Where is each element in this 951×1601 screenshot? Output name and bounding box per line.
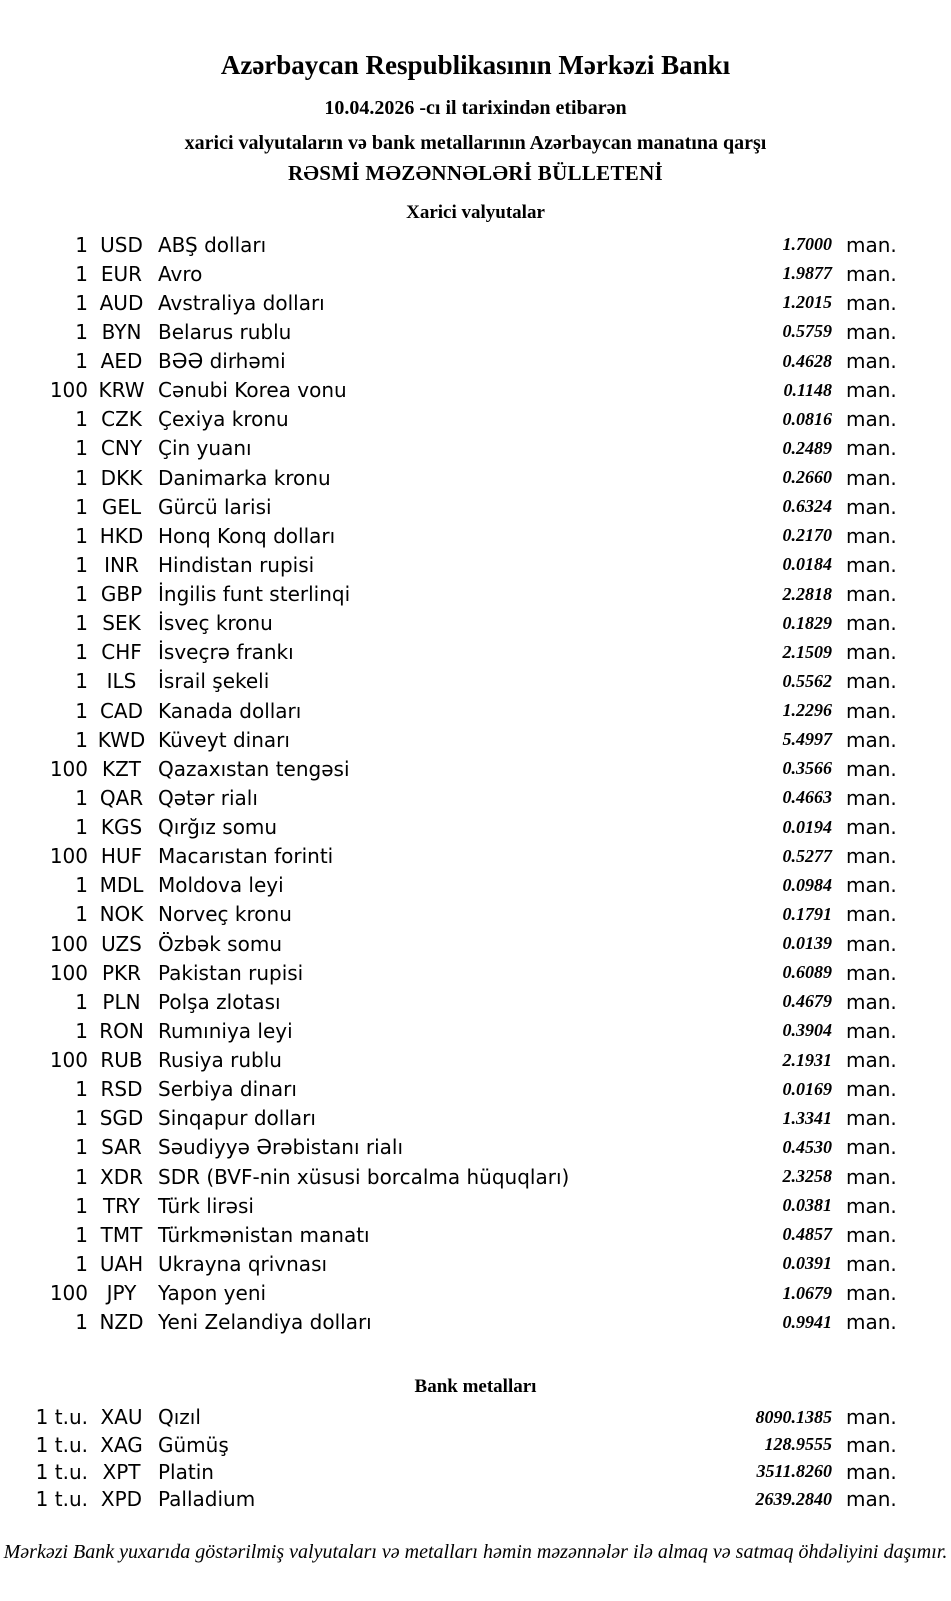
name-cell: Sinqapur dolları [158,1106,316,1131]
unit-cell: man. [846,815,897,840]
code-cell: NZD [99,1310,144,1335]
currency-row [0,609,951,638]
code-cell: RSD [100,1077,143,1102]
currency-row [0,288,951,317]
rate-cell: 0.0381 [782,1195,832,1216]
rate-cell: 1.7000 [782,234,832,255]
currency-row [0,492,951,521]
unit-cell: man. [846,698,897,723]
amount-cell: 100 [49,844,88,869]
amount-cell: 100 [49,1281,88,1306]
unit-cell: man. [846,960,897,985]
name-cell: Gürcü larisi [158,494,272,519]
rate-cell: 0.0184 [782,554,832,575]
currency-row [0,929,951,958]
currency-row [0,667,951,696]
code-cell: GEL [101,494,142,519]
effective-date: 10.04.2026 -cı il tarixindən etibarən [324,96,627,119]
rate-cell: 0.0139 [782,933,832,954]
name-cell: Serbiya dinarı [158,1077,297,1102]
unit-cell: man. [846,436,897,461]
name-cell: Honq Konq dolları [158,523,336,548]
rate-cell: 0.4857 [782,1224,832,1245]
unit-cell: man. [846,1106,897,1131]
name-cell: İsveçrə frankı [158,640,294,665]
name-cell: Avstraliya dolları [158,290,325,315]
currency-row [0,405,951,434]
unit-cell: man. [846,1310,897,1335]
currency-row [0,1104,951,1133]
code-cell: PKR [101,960,142,985]
amount-cell: 1 [75,436,88,461]
code-cell: SAR [101,1135,142,1160]
currencies-section-heading: Xarici valyutalar [406,202,545,223]
amount-cell: 1 [75,815,88,840]
unit-cell: man. [846,1193,897,1218]
name-cell: İsveç kronu [158,611,273,636]
name-cell: Rumıniya leyi [158,1018,293,1043]
currency-row [0,1133,951,1162]
currency-row [0,725,951,754]
metals-section-heading: Bank metalları [414,1375,537,1397]
page-title: Azərbaycan Respublikasının Mərkəzi Bankı [220,50,731,80]
rate-cell: 2.1509 [782,641,832,662]
amount-cell: 1 [75,1310,88,1335]
currency-row [0,1075,951,1104]
unit-cell: man. [846,931,897,956]
currency-row [0,550,951,579]
amount-cell: 1 t.u. [35,1405,88,1430]
name-cell: BƏƏ dirhəmi [158,349,286,374]
amount-cell: 1 [75,407,88,432]
code-cell: SGD [99,1106,144,1131]
amount-cell: 1 [75,1251,88,1276]
currency-row [0,1249,951,1278]
unit-cell: man. [846,407,897,432]
amount-cell: 1 t.u. [35,1459,88,1484]
unit-cell: man. [846,640,897,665]
name-cell: Ukrayna qrivnası [158,1251,328,1276]
code-cell: EUR [100,261,143,286]
amount-cell: 1 [75,989,88,1014]
rate-cell: 0.2170 [782,525,832,546]
amount-cell: 1 [75,640,88,665]
unit-cell: man. [846,582,897,607]
name-cell: Çexiya kronu [158,407,289,432]
name-cell: İngilis funt sterlinqi [158,582,351,607]
unit-cell: man. [846,611,897,636]
metal-row [0,1431,951,1458]
bulletin-heading: RƏSMİ MƏZƏNNƏLƏRİ BÜLLETENİ [287,160,664,185]
currency-row [0,842,951,871]
code-cell: HUF [100,844,143,869]
rate-cell: 1.2296 [782,700,832,721]
unit-cell: man. [846,1432,897,1457]
unit-cell: man. [846,494,897,519]
amount-cell: 1 [75,1135,88,1160]
currency-row [0,434,951,463]
code-cell: ILS [106,669,137,694]
bulletin-subtitle: xarici valyutaların və bank metallarının Azərbaycan manatına qarşı [184,131,767,154]
code-cell: XDR [100,1164,143,1189]
name-cell: Qazaxıstan tengəsi [158,756,350,781]
unit-cell: man. [846,1018,897,1043]
currency-row [0,900,951,929]
unit-cell: man. [846,319,897,344]
code-cell: KRW [98,378,145,403]
rate-cell: 2.2818 [782,583,832,604]
amount-cell: 100 [49,960,88,985]
unit-cell: man. [846,1459,897,1484]
amount-cell: 1 [75,1077,88,1102]
amount-cell: 1 [75,1164,88,1189]
unit-cell: man. [846,873,897,898]
code-cell: GBP [100,582,143,607]
currency-row [0,754,951,783]
name-cell: Özbək somu [158,931,282,956]
unit-cell: man. [846,989,897,1014]
rate-cell: 0.9941 [782,1311,832,1332]
currency-row [0,1279,951,1308]
name-cell: Türk lirəsi [158,1193,254,1218]
code-cell: XAU [100,1405,143,1430]
currency-row [0,259,951,288]
amount-cell: 1 [75,582,88,607]
currency-row [0,580,951,609]
obligation-note: Mərkəzi Bank yuxarıda göstərilmiş valyutaları və metalları həmin məzənnələr ilə almaq və satmaq öhdəliyini daşımır. [3,1540,948,1563]
rate-cell: 5.4997 [782,729,832,750]
currency-row [0,958,951,987]
metal-row [0,1486,951,1513]
unit-cell: man. [846,785,897,810]
rate-cell: 0.0984 [782,874,832,895]
unit-cell: man. [846,727,897,752]
amount-cell: 1 [75,727,88,752]
rate-cell: 0.4663 [782,787,832,808]
amount-cell: 1 [75,611,88,636]
rate-cell: 1.3341 [782,1107,832,1128]
code-cell: XPD [100,1487,143,1512]
name-cell: Moldova leyi [158,873,284,898]
rate-cell: 0.3566 [782,758,832,779]
unit-cell: man. [846,669,897,694]
unit-cell: man. [846,552,897,577]
rate-cell: 0.2489 [782,437,832,458]
unit-cell: man. [846,378,897,403]
amount-cell: 1 [75,669,88,694]
rate-cell: 0.1791 [782,903,832,924]
code-cell: JPY [106,1281,137,1306]
amount-cell: 1 [75,261,88,286]
amount-cell: 1 [75,232,88,257]
name-cell: ABŞ dolları [158,232,267,257]
code-cell: XAG [100,1432,143,1457]
name-cell: İsrail şekeli [158,669,270,694]
code-cell: HKD [99,523,144,548]
amount-cell: 1 [75,873,88,898]
rate-cell: 0.2660 [782,467,832,488]
amount-cell: 1 [75,319,88,344]
currency-row [0,347,951,376]
name-cell: Gümüş [158,1432,229,1457]
rate-cell: 0.0169 [782,1078,832,1099]
unit-cell: man. [846,756,897,781]
rate-cell: 1.0679 [782,1282,832,1303]
code-cell: TMT [100,1222,143,1247]
amount-cell: 1 [75,1222,88,1247]
name-cell: Hindistan rupisi [158,552,315,577]
rate-cell: 0.5562 [782,670,832,691]
code-cell: CHF [101,640,142,665]
name-cell: Belarus rublu [158,319,292,344]
code-cell: BYN [101,319,142,344]
rate-cell: 0.6324 [782,496,832,517]
rate-cell: 0.0194 [782,816,832,837]
code-cell: SEK [102,611,141,636]
rate-cell: 2.3258 [782,1166,832,1187]
rate-cell: 3511.8260 [756,1461,832,1482]
currency-row [0,521,951,550]
name-cell: Danimarka kronu [158,465,331,490]
code-cell: AUD [99,290,144,315]
unit-cell: man. [846,1405,897,1430]
amount-cell: 1 [75,523,88,548]
rate-cell: 8090.1385 [755,1406,832,1427]
currency-table [0,230,951,1337]
unit-cell: man. [846,349,897,374]
code-cell: TRY [102,1193,141,1218]
currency-row [0,638,951,667]
amount-cell: 1 [75,1018,88,1043]
name-cell: Pakistan rupisi [158,960,304,985]
currency-row [0,230,951,259]
name-cell: Rusiya rublu [158,1048,282,1073]
currency-row [0,987,951,1016]
name-cell: Səudiyyə Ərəbistanı rialı [158,1135,404,1160]
unit-cell: man. [846,1048,897,1073]
name-cell: Yapon yeni [158,1281,267,1306]
amount-cell: 1 [75,290,88,315]
code-cell: PLN [102,989,141,1014]
amount-cell: 1 [75,552,88,577]
name-cell: Qırğız somu [158,815,278,840]
code-cell: UZS [101,931,142,956]
amount-cell: 1 [75,902,88,927]
currency-row [0,317,951,346]
currency-row [0,813,951,842]
rate-cell: 0.6089 [782,962,832,983]
rate-cell: 128.9555 [764,1434,832,1455]
code-cell: DKK [100,465,143,490]
rate-cell: 0.1829 [782,612,832,633]
code-cell: RON [99,1018,144,1043]
name-cell: Qızıl [158,1405,201,1430]
code-cell: CNY [100,436,143,461]
name-cell: Qətər rialı [158,785,258,810]
code-cell: MDL [99,873,144,898]
currency-row [0,1162,951,1191]
name-cell: Polşa zlotası [158,989,281,1014]
unit-cell: man. [846,1487,897,1512]
metals-table [0,1404,951,1513]
rate-cell: 0.0816 [782,408,832,429]
unit-cell: man. [846,1251,897,1276]
rate-cell: 0.0391 [782,1253,832,1274]
amount-cell: 100 [49,1048,88,1073]
name-cell: Küveyt dinarı [158,727,290,752]
rate-cell: 0.5277 [782,845,832,866]
metal-row [0,1404,951,1431]
amount-cell: 1 t.u. [35,1432,88,1457]
amount-cell: 1 [75,349,88,374]
code-cell: CAD [99,698,144,723]
name-cell: Norveç kronu [158,902,292,927]
code-cell: UAH [99,1251,144,1276]
code-cell: AED [100,349,143,374]
name-cell: Platin [158,1459,214,1484]
unit-cell: man. [846,844,897,869]
unit-cell: man. [846,261,897,286]
metal-row [0,1458,951,1485]
name-cell: Türkmənistan manatı [158,1222,370,1247]
currency-row [0,696,951,725]
currency-row [0,1191,951,1220]
rate-cell: 0.1148 [783,379,832,400]
amount-cell: 1 [75,1193,88,1218]
rate-cell: 0.5759 [782,321,832,342]
name-cell: Palladium [158,1487,256,1512]
currency-row [0,871,951,900]
unit-cell: man. [846,290,897,315]
code-cell: USD [100,232,143,257]
unit-cell: man. [846,1222,897,1247]
code-cell: QAR [99,785,144,810]
code-cell: KZT [101,756,142,781]
name-cell: Cənubi Korea vonu [158,378,347,403]
rate-cell: 0.3904 [782,1020,832,1041]
name-cell: Yeni Zelandiya dolları [158,1310,372,1335]
code-cell: KWD [97,727,146,752]
rate-cell: 0.4530 [782,1136,832,1157]
rate-cell: 0.4628 [782,350,832,371]
code-cell: NOK [99,902,144,927]
amount-cell: 1 [75,1106,88,1131]
amount-cell: 1 [75,785,88,810]
amount-cell: 1 [75,494,88,519]
name-cell: Macarıstan forinti [158,844,334,869]
rate-cell: 1.9877 [782,263,832,284]
code-cell: XPT [102,1459,141,1484]
unit-cell: man. [846,1135,897,1160]
currency-row [0,463,951,492]
rate-cell: 2639.2840 [755,1488,832,1509]
amount-cell: 1 [75,465,88,490]
unit-cell: man. [846,523,897,548]
name-cell: Kanada dolları [158,698,302,723]
currency-row [0,783,951,812]
amount-cell: 1 [75,698,88,723]
code-cell: RUB [100,1048,143,1073]
unit-cell: man. [846,1077,897,1102]
name-cell: SDR (BVF-nin xüsusi borcalma hüquqları) [158,1164,570,1189]
unit-cell: man. [846,902,897,927]
amount-cell: 100 [49,378,88,403]
currency-row [0,1016,951,1045]
name-cell: Çin yuanı [158,436,252,461]
rate-cell: 1.2015 [782,292,832,313]
code-cell: INR [104,552,139,577]
unit-cell: man. [846,232,897,257]
currency-row [0,1046,951,1075]
amount-cell: 100 [49,756,88,781]
unit-cell: man. [846,1164,897,1189]
unit-cell: man. [846,465,897,490]
rate-cell: 2.1931 [782,1049,832,1070]
currency-row [0,1220,951,1249]
code-cell: CZK [101,407,142,432]
name-cell: Avro [158,261,203,286]
amount-cell: 100 [49,931,88,956]
rate-cell: 0.4679 [782,991,832,1012]
code-cell: KGS [100,815,143,840]
unit-cell: man. [846,1281,897,1306]
amount-cell: 1 t.u. [35,1487,88,1512]
currency-row [0,376,951,405]
currency-row [0,1308,951,1337]
